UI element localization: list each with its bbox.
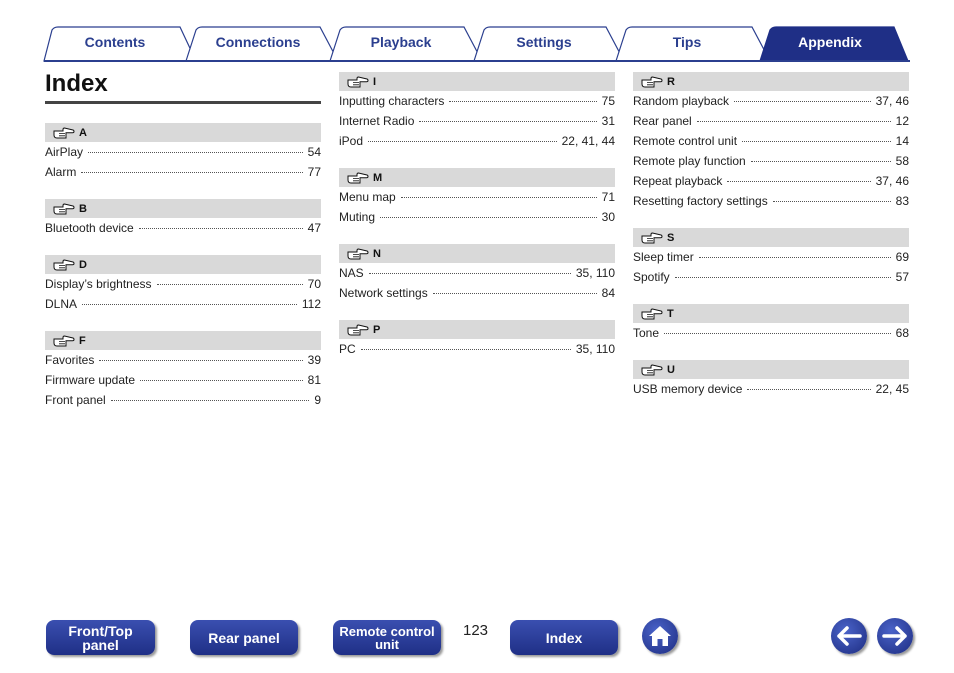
section-letter: N (373, 247, 381, 260)
leader-dots (82, 304, 297, 305)
entry-pages: 22, 45 (875, 382, 909, 396)
entry-term: Network settings (339, 286, 428, 300)
index-entry[interactable] (339, 114, 615, 134)
tab-settings[interactable]: Settings (516, 34, 572, 50)
entry-term: USB memory device (633, 382, 743, 396)
rear-panel-label: Rear panel (208, 629, 280, 646)
arrow-left-icon (836, 626, 862, 646)
index-section-i (339, 72, 615, 154)
index-section-f (45, 331, 321, 413)
entry-pages: 22, 41, 44 (561, 134, 615, 148)
leader-dots (139, 228, 303, 229)
entry-term: NAS (339, 266, 364, 280)
entry-term: Remote control unit (633, 134, 738, 148)
index-section-r (633, 72, 909, 214)
back-button[interactable] (831, 618, 867, 654)
entry-term: Alarm (45, 165, 77, 179)
entry-pages: 14 (895, 134, 909, 148)
leader-dots (773, 201, 891, 202)
tab-appendix[interactable]: Appendix (798, 34, 862, 50)
entry-pages: 12 (895, 114, 909, 128)
leader-dots (675, 277, 891, 278)
entry-term: iPod (339, 134, 364, 148)
entry-term: Internet Radio (339, 114, 415, 128)
index-entry[interactable] (633, 194, 909, 214)
section-letter: I (373, 75, 377, 88)
section-letter: D (79, 258, 87, 271)
remote-control-label-2: unit (375, 636, 399, 652)
page-title: Index (45, 70, 108, 97)
pointing-hand-icon (347, 248, 369, 260)
entry-term: AirPlay (45, 145, 84, 159)
section-header[interactable] (45, 123, 321, 142)
pointing-hand-icon (347, 76, 369, 88)
index-section-n (339, 244, 615, 306)
tab-connections[interactable]: Connections (215, 34, 301, 50)
pointing-hand-icon (53, 259, 75, 271)
leader-dots (664, 333, 891, 334)
section-header[interactable] (633, 360, 909, 379)
entry-pages: 71 (601, 190, 615, 204)
entry-pages: 83 (895, 194, 909, 208)
title-underline (45, 101, 321, 104)
entry-pages: 9 (314, 393, 321, 407)
entry-term: Inputting characters (339, 94, 445, 108)
leader-dots (369, 273, 571, 274)
index-entry[interactable] (633, 134, 909, 154)
entry-term: DLNA (45, 297, 78, 311)
entry-pages: 112 (301, 297, 321, 311)
leader-dots (419, 121, 596, 122)
remote-control-label-1: Remote control (339, 623, 435, 639)
index-column-2 (339, 72, 615, 376)
index-entry[interactable] (339, 342, 615, 362)
index-entry[interactable] (339, 266, 615, 286)
entry-pages: 35, 110 (575, 342, 615, 356)
section-header[interactable] (633, 304, 909, 323)
tab-shapes (0, 0, 954, 64)
index-entry[interactable] (45, 353, 321, 373)
rear-panel-button[interactable] (190, 620, 298, 655)
index-entry[interactable] (45, 165, 321, 185)
tab-bar (0, 0, 954, 64)
entry-term: Firmware update (45, 373, 136, 387)
leader-dots (401, 197, 597, 198)
pointing-hand-icon (641, 76, 663, 88)
leader-dots (751, 161, 891, 162)
entry-pages: 35, 110 (575, 266, 615, 280)
home-button[interactable] (642, 618, 678, 654)
leader-dots (449, 101, 596, 102)
entry-pages: 58 (895, 154, 909, 168)
index-section-m (339, 168, 615, 230)
index-button[interactable] (510, 620, 618, 655)
index-entry[interactable] (633, 250, 909, 270)
entry-pages: 81 (307, 373, 321, 387)
leader-dots (368, 141, 557, 142)
entry-term: Random playback (633, 94, 730, 108)
section-letter: B (79, 202, 87, 215)
leader-dots (140, 380, 303, 381)
tab-playback[interactable]: Playback (370, 34, 432, 50)
index-entry[interactable] (633, 154, 909, 174)
section-letter: R (667, 75, 675, 88)
leader-dots (361, 349, 571, 350)
entry-term: Rear panel (633, 114, 692, 128)
index-entry[interactable] (45, 145, 321, 165)
section-letter: T (667, 307, 674, 320)
entry-pages: 68 (895, 326, 909, 340)
entry-term: Bluetooth device (45, 221, 134, 235)
leader-dots (697, 121, 891, 122)
leader-dots (81, 172, 302, 173)
index-entry[interactable] (633, 114, 909, 134)
index-entry[interactable] (45, 393, 321, 413)
entry-term: Repeat playback (633, 174, 723, 188)
section-letter: A (79, 126, 87, 139)
entry-pages: 31 (601, 114, 615, 128)
index-entry[interactable] (633, 94, 909, 114)
front-top-panel-label-2: panel (82, 636, 119, 653)
tab-contents[interactable]: Contents (84, 34, 146, 50)
entry-term: Spotify (633, 270, 670, 284)
section-header[interactable] (45, 255, 321, 274)
entry-term: Tone (633, 326, 660, 340)
entry-term: Resetting factory settings (633, 194, 768, 208)
leader-dots (99, 360, 302, 361)
leader-dots (734, 101, 871, 102)
index-entry[interactable] (633, 174, 909, 194)
entry-pages: 75 (601, 94, 615, 108)
entry-pages: 69 (895, 250, 909, 264)
remote-control-unit-button[interactable] (333, 620, 441, 655)
leader-dots (88, 152, 303, 153)
entry-term: Front panel (45, 393, 106, 407)
arrow-right-icon (882, 626, 908, 646)
leader-dots (111, 400, 310, 401)
tab-tips[interactable]: Tips (672, 34, 702, 50)
index-section-u (633, 360, 909, 402)
entry-pages: 37, 46 (875, 94, 909, 108)
entry-pages: 47 (307, 221, 321, 235)
index-entry[interactable] (633, 382, 909, 402)
section-header[interactable] (339, 244, 615, 263)
pointing-hand-icon (347, 324, 369, 336)
index-entry[interactable] (633, 270, 909, 290)
index-column-3 (633, 72, 909, 416)
entry-pages: 30 (601, 210, 615, 224)
pointing-hand-icon (53, 335, 75, 347)
front-top-panel-button[interactable] (46, 620, 155, 655)
section-header[interactable] (339, 320, 615, 339)
section-letter: U (667, 363, 675, 376)
entry-pages: 54 (307, 145, 321, 159)
index-entry[interactable] (45, 277, 321, 297)
home-icon (647, 624, 673, 648)
index-section-s (633, 228, 909, 290)
pointing-hand-icon (53, 203, 75, 215)
entry-pages: 39 (307, 353, 321, 367)
section-header[interactable] (45, 331, 321, 350)
index-section-t (633, 304, 909, 346)
index-entry[interactable] (339, 134, 615, 154)
leader-dots (380, 217, 597, 218)
entry-term: Muting (339, 210, 376, 224)
index-section-d (45, 255, 321, 317)
index-entry[interactable] (45, 297, 321, 317)
pointing-hand-icon (53, 127, 75, 139)
entry-term: Remote play function (633, 154, 746, 168)
section-letter: P (373, 323, 381, 336)
index-entry[interactable] (339, 190, 615, 210)
index-entry[interactable] (339, 286, 615, 306)
entry-term: Display’s brightness (45, 277, 152, 291)
section-header[interactable] (633, 228, 909, 247)
section-letter: M (373, 171, 383, 184)
section-letter: F (79, 334, 86, 347)
index-section-b (45, 199, 321, 241)
section-header[interactable] (633, 72, 909, 91)
section-letter: S (667, 231, 675, 244)
entry-pages: 57 (895, 270, 909, 284)
pointing-hand-icon (641, 364, 663, 376)
index-section-a (45, 123, 321, 185)
entry-term: Sleep timer (633, 250, 694, 264)
index-entry[interactable] (45, 221, 321, 241)
front-top-panel-label-1: Front/Top (68, 622, 133, 639)
index-entry[interactable] (339, 210, 615, 230)
index-entry[interactable] (633, 326, 909, 346)
index-section-p (339, 320, 615, 362)
entry-pages: 77 (307, 165, 321, 179)
index-column-1 (45, 123, 321, 427)
page-number: 123 (463, 622, 489, 639)
pointing-hand-icon (641, 308, 663, 320)
entry-term: Favorites (45, 353, 95, 367)
section-header[interactable] (45, 199, 321, 218)
leader-dots (742, 141, 891, 142)
section-header[interactable] (339, 72, 615, 91)
entry-term: Menu map (339, 190, 396, 204)
index-button-label: Index (545, 629, 583, 646)
leader-dots (157, 284, 303, 285)
forward-button[interactable] (877, 618, 913, 654)
pointing-hand-icon (641, 232, 663, 244)
entry-pages: 84 (601, 286, 615, 300)
index-entry[interactable] (339, 94, 615, 114)
leader-dots (747, 389, 870, 390)
section-header[interactable] (339, 168, 615, 187)
entry-term: PC (339, 342, 356, 356)
entry-pages: 37, 46 (875, 174, 909, 188)
index-entry[interactable] (45, 373, 321, 393)
entry-pages: 70 (307, 277, 321, 291)
leader-dots (433, 293, 597, 294)
leader-dots (727, 181, 870, 182)
pointing-hand-icon (347, 172, 369, 184)
leader-dots (699, 257, 891, 258)
